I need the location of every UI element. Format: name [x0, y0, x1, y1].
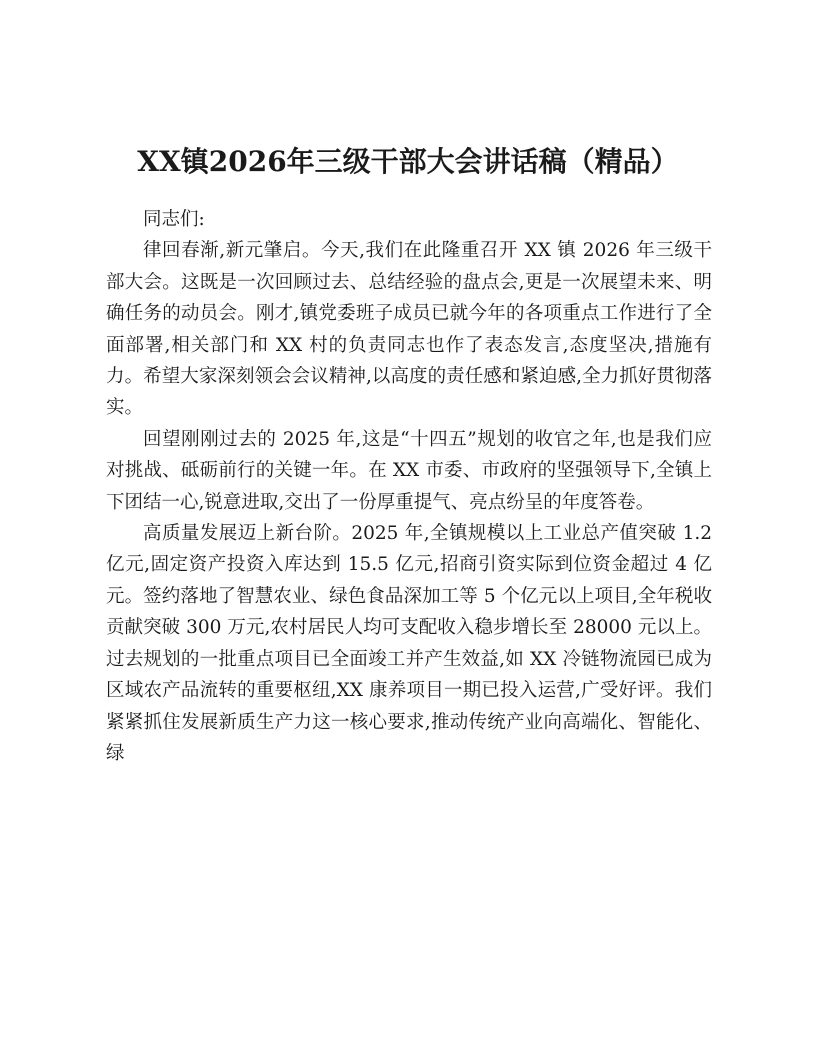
document-title: XX镇2026年三级干部大会讲话稿（精品） — [137, 145, 679, 178]
paragraph-review: 回望刚刚过去的 2025 年,这是“十四五”规划的收官之年,也是我们应对挑战、砥砺前行的关键一年。在 XX 市委、市政府的坚强领导下,全镇上下团结一心,锐意进取,交出了一份厚重提气、亮点纷呈的年度答卷。 — [106, 428, 712, 513]
paragraph-development: 高质量发展迈上新台阶。2025 年,全镇规模以上工业总产值突破 1.2 亿元,固定资产投资入库达到 15.5 亿元,招商引资实际到位资金超过 4 亿元。签约落地了智慧农业、绿色食品深加工等 5 个亿元以上项目,全年税收贡献突破 300 万元,农村居民人均可支配收入稳步增长至 28000 元以上。过去规划的一批重点项目已全面竣工并产生效益,如 XX 冷链物流园已成为区域农产品流转的重要枢纽,XX 康养项目一期已投入运营,广受好评。我们紧紧抓住发展新质生产力这一核心要求,推动传统产业向高端化、智能化、绿 — [106, 523, 712, 764]
paragraph-salutation: 同志们: — [143, 209, 205, 230]
paragraph-opening: 律回春渐,新元肇启。今天,我们在此隆重召开 XX 镇 2026 年三级干部大会。这既是一次回顾过去、总结经验的盘点会,更是一次展望未来、明确任务的动员会。刚才,镇党委班子成员已就今年的各项重点工作进行了全面部署,相关部门和 XX 村的负责同志也作了表态发言,态度坚决,措施有力。希望大家深刻领会会议精神,以高度的责任感和紧迫感,全力抓好贯彻落实。 — [106, 240, 712, 419]
document-body — [106, 204, 712, 769]
